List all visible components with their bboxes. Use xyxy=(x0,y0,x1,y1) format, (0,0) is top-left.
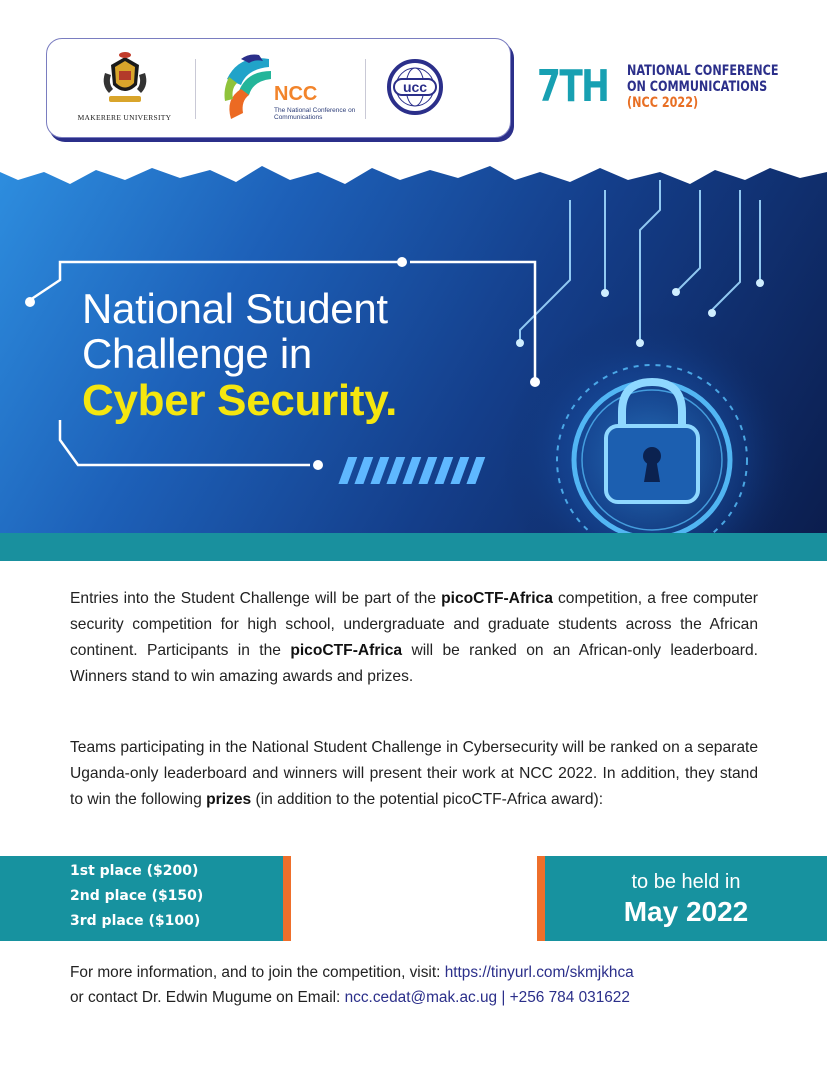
email-link[interactable]: ncc.cedat@mak.ac.ug xyxy=(344,989,498,1006)
contact-line xyxy=(70,985,770,1010)
event-date-lead: to be held in xyxy=(631,871,741,893)
visit-text: For more information, and to join the competition, visit: xyxy=(70,964,445,981)
ncc-fan-icon xyxy=(219,49,279,129)
picoctf-name: picoCTF-Africa xyxy=(441,590,553,607)
ucc-globe-icon xyxy=(385,57,445,117)
prizes-accent-bar xyxy=(283,856,291,941)
partner-logos-panel xyxy=(46,38,511,138)
phone-number[interactable]: +256 784 031622 xyxy=(509,989,630,1006)
competition-link[interactable]: https://tinyurl.com/skmjkhca xyxy=(444,964,634,981)
ncc-logo-subtext: The National Conference on Communications xyxy=(274,107,356,121)
ncc-logo-text: NCC xyxy=(274,83,318,105)
conference-number: 7TH xyxy=(537,61,609,112)
event-date-box xyxy=(545,856,827,941)
prizes-box xyxy=(0,856,283,941)
makerere-crest-icon xyxy=(95,51,155,111)
conference-line-1: NATIONAL CONFERENCE xyxy=(627,63,779,79)
teams-text: (in addition to the potential picoCTF-Africa award): xyxy=(251,791,604,808)
intro-paragraph xyxy=(70,586,758,690)
headline-line-2: Challenge in xyxy=(82,330,312,377)
university-label: MAKERERE UNIVERSITY xyxy=(77,113,172,122)
headline-line-3: Cyber Security. xyxy=(82,376,398,425)
teams-paragraph xyxy=(70,735,758,813)
conference-title xyxy=(627,63,779,111)
event-date: May 2022 xyxy=(623,896,749,927)
ncc-logo xyxy=(219,49,356,131)
conference-line-2: ON COMMUNICATIONS xyxy=(627,79,768,95)
hero-banner xyxy=(0,150,827,540)
banner-headline xyxy=(82,286,562,423)
contact-separator: | xyxy=(497,989,510,1006)
contact-text: or contact Dr. Edwin Mugume on Email: xyxy=(70,989,345,1006)
date-accent-bar xyxy=(537,856,545,941)
prizes-word: prizes xyxy=(206,791,252,808)
makerere-logo xyxy=(77,51,172,131)
teams-text: Teams participating in the National Student Challenge in Cybersecurity will be ranked on a separate Uganda-only leaderboard and winners will present their work at NCC 2022. In addition, they stand to win the following xyxy=(70,739,758,808)
prize-second: 2nd place ($150) xyxy=(70,888,204,904)
intro-text: Entries into the Student Challenge will be part of the xyxy=(70,590,442,607)
prize-third: 3rd place ($100) xyxy=(70,913,201,929)
headline-line-1: National Student xyxy=(82,285,388,332)
logo-divider xyxy=(195,59,196,119)
teal-divider xyxy=(0,533,827,561)
ucc-logo xyxy=(385,57,445,117)
ucc-logo-text: ucc xyxy=(402,79,428,95)
visit-line xyxy=(70,960,770,985)
logo-divider xyxy=(365,59,366,119)
picoctf-name: picoCTF-Africa xyxy=(290,642,403,659)
intro-text: will be ranked on an African-only leaderboard. Winners stand to win amazing awards and prizes. xyxy=(70,642,758,685)
conference-line-3: (NCC 2022) xyxy=(627,95,699,111)
prize-first: 1st place ($200) xyxy=(70,863,199,879)
contact-info xyxy=(70,960,770,1010)
intro-text: competition, a free computer security competition for high school, undergraduate and graduate students across the African continent. Participants in the xyxy=(70,590,759,659)
